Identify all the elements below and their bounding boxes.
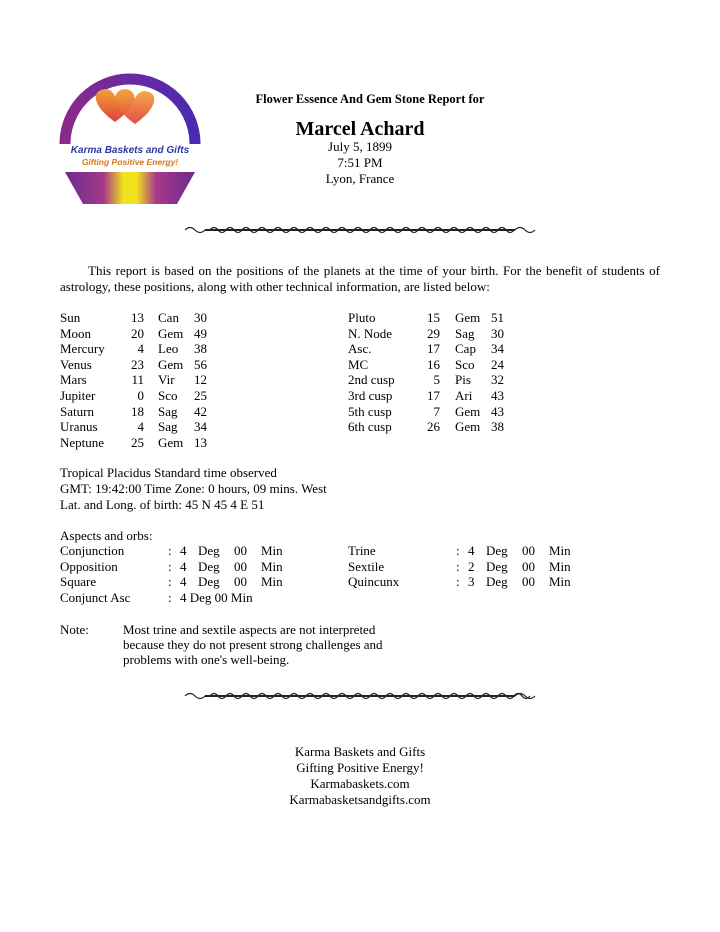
conjunct-asc-value: 4 Deg 00 Min [180,590,253,605]
planet-sign: Can [158,310,179,325]
note-line-1: Most trine and sextile aspects are not interpreted [123,622,376,637]
aspect-deg-label: Deg [198,543,220,558]
planet-degree: 13 [131,310,144,325]
aspect-minute: 00 [234,543,247,558]
planet-name: Uranus [60,419,98,435]
point-sign: Gem [455,310,481,325]
aspect-degree: 4 [180,558,187,574]
planet-name: Neptune [60,434,105,450]
planet-name: Jupiter [60,388,96,403]
report-title: Flower Essence And Gem Stone Report for [255,92,485,106]
footer-website-1[interactable]: Karmabaskets.com [310,776,410,791]
aspect-deg-label: Deg [198,574,220,590]
point-degree: 26 [427,419,440,435]
planet-degree: 25 [131,434,144,450]
planet-sign: Sag [158,419,178,435]
planet-minute: 25 [194,388,207,403]
point-name: 3rd cusp [348,388,393,403]
point-minute: 24 [491,356,504,372]
planet-sign: Leo [158,341,179,357]
aspect-colon: : [456,543,460,558]
planet-degree: 4 [137,341,144,357]
planet-name: Moon [60,325,92,341]
planet-sign: Sco [158,388,178,403]
point-minute: 32 [491,372,504,388]
planet-minute: 49 [194,325,207,341]
planet-sign: Sag [158,403,178,419]
aspect-name: Square [60,574,97,590]
point-name: Pluto [348,310,376,325]
company-logo [55,52,205,207]
aspect-min-label: Min [549,543,571,558]
point-name: 6th cusp [348,419,392,435]
aspect-minute: 00 [522,543,535,558]
basket-body [65,172,195,204]
planet-degree: 20 [131,325,144,341]
aspect-degree: 4 [180,574,187,590]
point-minute: 34 [491,341,504,357]
aspect-colon: : [168,543,172,558]
ornament-divider-bottom [180,690,540,702]
aspect-deg-label: Deg [486,558,508,574]
aspect-minute: 00 [522,558,535,574]
point-degree: 17 [427,388,440,403]
point-minute: 38 [491,419,504,435]
logo-text [55,145,205,168]
point-sign: Sco [455,356,475,372]
point-name: Asc. [348,341,372,357]
conjunct-asc-colon: : [168,590,172,605]
point-sign: Gem [455,403,481,419]
planet-sign: Gem [158,356,184,372]
aspect-deg-label: Deg [198,558,220,574]
birth-date: July 5, 1899 [328,139,392,154]
aspect-colon: : [456,574,460,590]
planet-name: Mars [60,372,87,388]
aspect-name: Trine [348,543,376,558]
point-degree: 16 [427,356,440,372]
planet-degree: 18 [131,403,144,419]
note-line-2: because they do not present strong challenges and [123,637,383,652]
note-label: Note: [60,622,89,637]
footer-website-2[interactable]: Karmabasketsandgifts.com [289,792,431,807]
ornament-divider-top [180,224,540,236]
planet-name: Saturn [60,403,94,419]
aspects-heading: Aspects and orbs: [60,528,153,543]
intro-paragraph: This report is based on the positions of the planets at the time of your birth. For the benefit of students of astrology, these positions, along with other technical information, are listed below: [60,263,660,294]
point-name: MC [348,356,369,372]
hearts-icon [96,89,155,124]
aspect-degree: 3 [468,574,475,590]
aspect-minute: 00 [522,574,535,590]
aspect-deg-label: Deg [486,543,508,558]
aspect-deg-label: Deg [486,574,508,590]
planet-minute: 13 [194,434,207,450]
aspect-min-label: Min [261,543,283,558]
point-sign: Ari [455,388,473,403]
aspect-min-label: Min [549,558,571,574]
planet-sign: Vir [158,372,175,388]
aspect-minute: 00 [234,574,247,590]
planet-name: Venus [60,356,92,372]
point-name: 5th cusp [348,403,392,419]
point-name: N. Node [348,325,393,341]
person-name: Marcel Achard [295,118,425,140]
planet-name: Mercury [60,341,105,357]
planet-degree: 4 [137,419,144,435]
point-degree: 17 [427,341,440,357]
birth-place: Lyon, France [325,171,395,186]
point-minute: 43 [491,403,504,419]
planet-sign: Gem [158,325,184,341]
point-degree: 5 [433,372,440,388]
planet-minute: 56 [194,356,207,372]
gmt-line: GMT: 19:42:00 Time Zone: 0 hours, 09 mins. West [60,481,327,496]
point-sign: Cap [455,341,476,357]
house-system-line: Tropical Placidus Standard time observed [60,465,277,480]
point-degree: 7 [433,403,440,419]
birth-time: 7:51 PM [337,155,383,170]
planet-minute: 12 [194,372,207,388]
aspect-degree: 2 [468,558,475,574]
aspect-degree: 4 [468,543,475,558]
aspect-degree: 4 [180,543,187,558]
point-sign: Gem [455,419,481,435]
point-sign: Sag [455,325,475,341]
planet-degree: 0 [137,388,144,403]
conjunct-asc-label: Conjunct Asc [60,590,131,605]
logo-line2: Gifting Positive Energy! [81,157,179,167]
aspect-name: Sextile [348,558,385,574]
aspect-colon: : [168,574,172,590]
aspect-name: Conjunction [60,543,125,558]
point-minute: 43 [491,388,504,403]
aspect-minute: 00 [234,558,247,574]
planet-minute: 34 [194,419,207,435]
aspect-name: Quincunx [348,574,400,590]
point-minute: 51 [491,310,504,325]
planet-degree: 11 [131,372,144,388]
point-name: 2nd cusp [348,372,395,388]
footer-tagline: Gifting Positive Energy! [296,760,424,775]
aspect-colon: : [168,558,172,574]
planet-sign: Gem [158,434,184,450]
note-line-3: problems with one's well-being. [123,652,290,667]
aspect-min-label: Min [261,574,283,590]
point-sign: Pis [455,372,471,388]
planet-degree: 23 [131,356,144,372]
aspect-colon: : [456,558,460,574]
lat-long-line: Lat. and Long. of birth: 45 N 45 4 E 51 [60,497,265,512]
point-degree: 15 [427,310,440,325]
planet-minute: 30 [194,310,207,325]
planet-minute: 38 [194,341,207,357]
planet-name: Sun [60,310,81,325]
aspect-min-label: Min [549,574,571,590]
aspect-name: Opposition [60,558,118,574]
planet-minute: 42 [194,403,207,419]
footer-company: Karma Baskets and Gifts [294,744,426,759]
aspect-min-label: Min [261,558,283,574]
point-degree: 29 [427,325,440,341]
point-minute: 30 [491,325,504,341]
logo-line1: Karma Baskets and Gifts [70,145,190,156]
